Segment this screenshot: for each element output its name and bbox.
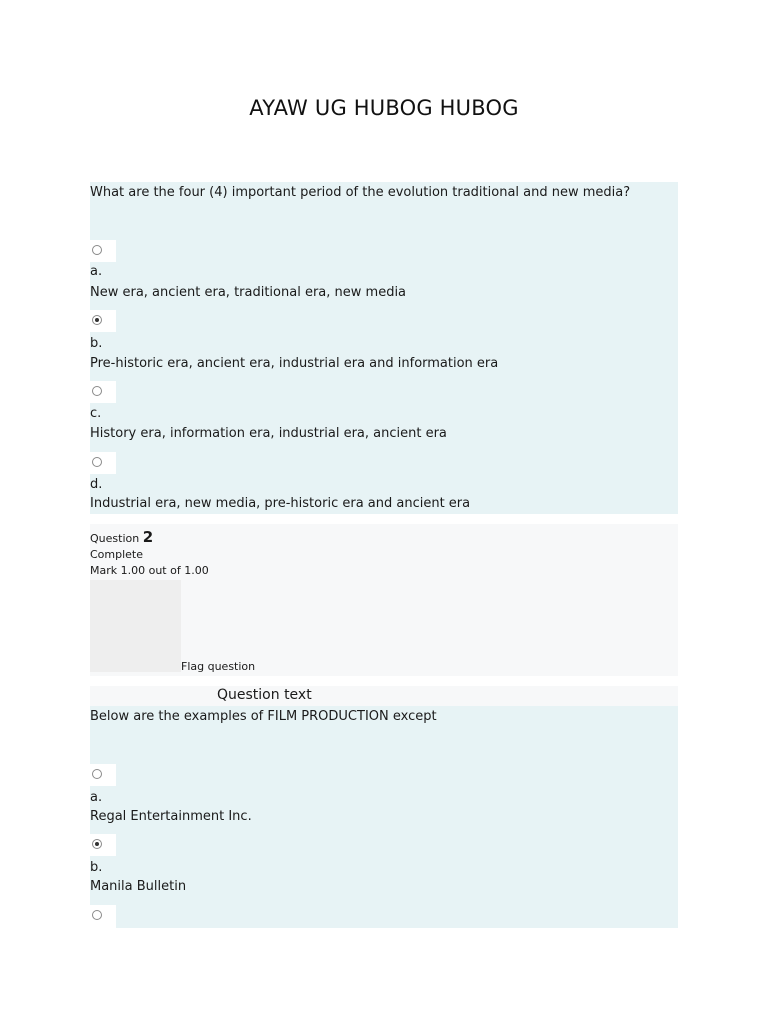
q2-option-c-radio[interactable] — [92, 910, 102, 920]
question-word: Question — [90, 532, 140, 545]
question-2-info — [90, 524, 678, 676]
q2-option-a-letter: a. — [90, 790, 103, 805]
option-a-radio[interactable] — [92, 245, 102, 255]
option-d-letter: d. — [90, 477, 103, 492]
q2-option-a-label[interactable]: Regal Entertainment Inc. — [90, 809, 252, 824]
option-c-radio-box[interactable] — [90, 381, 116, 403]
question-text-heading: Question text — [217, 687, 312, 703]
question-number-value: 2 — [142, 528, 154, 546]
option-b-radio-box[interactable] — [90, 310, 116, 332]
q2-option-b-radio[interactable] — [92, 839, 102, 849]
flag-icon[interactable] — [90, 580, 181, 672]
option-d-radio-box[interactable] — [90, 452, 116, 474]
flag-question-link[interactable]: Flag question — [181, 660, 256, 673]
option-b-label[interactable]: Pre-historic era, ancient era, industrial era and information era — [90, 356, 499, 371]
question-2-block — [90, 686, 678, 928]
question-grade: Mark 1.00 out of 1.00 — [90, 564, 209, 577]
option-b-radio[interactable] — [92, 315, 102, 325]
question-number — [90, 528, 153, 546]
option-c-label[interactable]: History era, information era, industrial era, ancient era — [90, 426, 447, 441]
option-c-radio[interactable] — [92, 386, 102, 396]
option-c-letter: c. — [90, 406, 102, 421]
question-state: Complete — [90, 548, 144, 561]
option-d-radio[interactable] — [92, 457, 102, 467]
q2-option-c-radio-box[interactable] — [90, 905, 116, 928]
q2-option-a-radio-box[interactable] — [90, 764, 116, 786]
option-a-letter: a. — [90, 264, 103, 279]
question-2-text: Below are the examples of FILM PRODUCTION except — [90, 709, 437, 724]
question-text-heading-strip — [90, 686, 678, 706]
question-1-text: What are the four (4) important period of the evolution traditional and new media? — [90, 185, 631, 200]
page-title: AYAW UG HUBOG HUBOG — [249, 96, 519, 120]
option-a-radio-box[interactable] — [90, 240, 116, 262]
q2-option-b-letter: b. — [90, 860, 103, 875]
q2-option-a-radio[interactable] — [92, 769, 102, 779]
option-d-label[interactable]: Industrial era, new media, pre-historic era and ancient era — [90, 496, 471, 511]
q2-option-b-radio-box[interactable] — [90, 834, 116, 856]
option-a-label[interactable]: New era, ancient era, traditional era, new media — [90, 285, 407, 300]
option-b-letter: b. — [90, 336, 103, 351]
question-1-block — [90, 182, 678, 514]
q2-option-b-label[interactable]: Manila Bulletin — [90, 879, 187, 894]
